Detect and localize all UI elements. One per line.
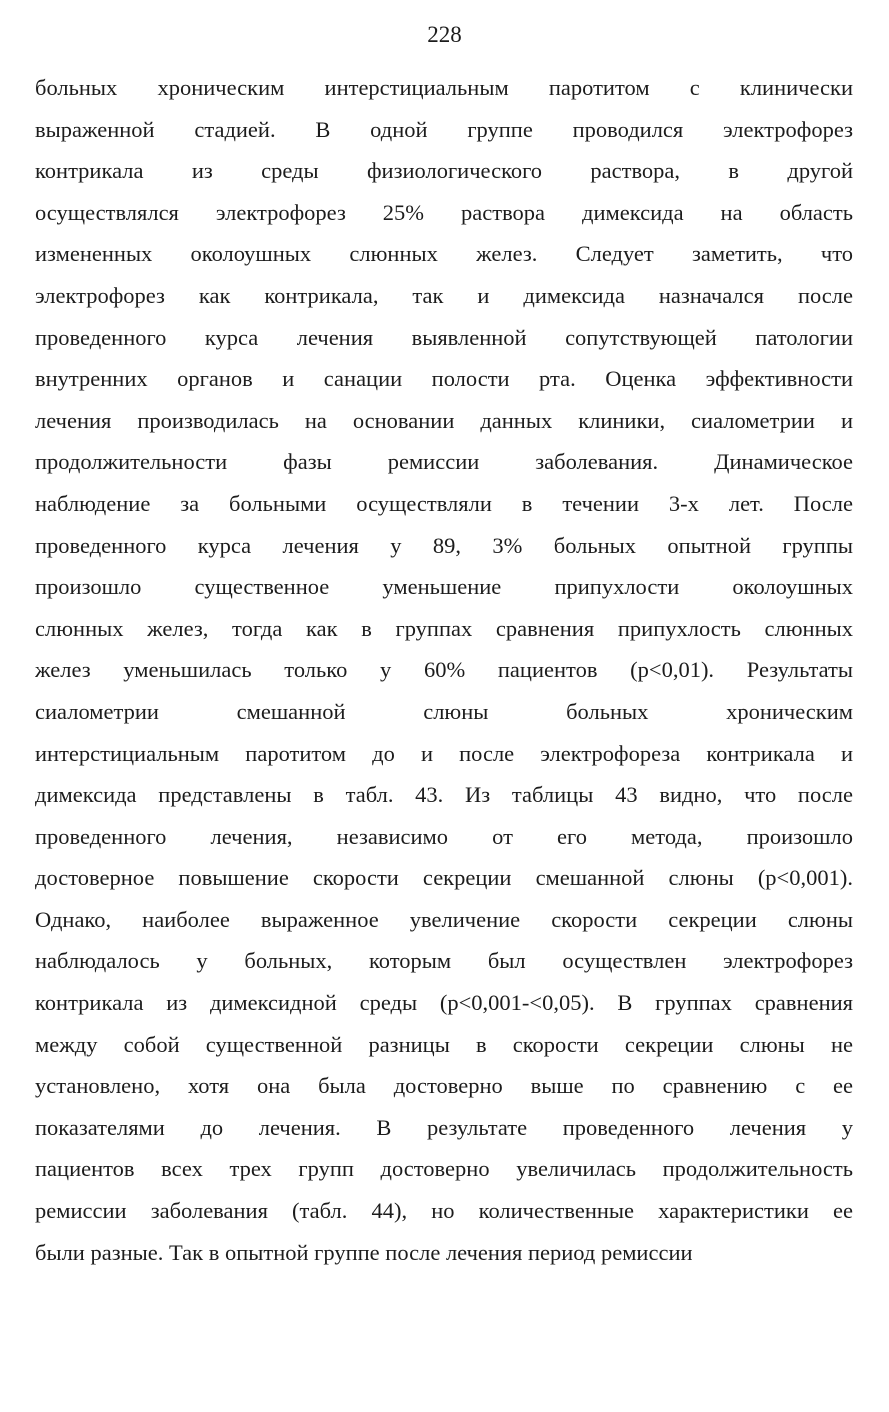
text-line: электрофорез как контрикала, так и димексида назначался после (35, 282, 853, 308)
text-line: измененных околоушных слюнных желез. Следует заметить, что (35, 241, 853, 267)
text-line: слюнных желез, тогда как в группах сравнения припухлость слюнных (35, 615, 853, 641)
text-line: контрикала из среды физиологического раствора, в другой (35, 158, 853, 184)
text-line: произошло существенное уменьшение припухлости околоушных (35, 574, 853, 600)
text-line: установлено, хотя она была достоверно выше по сравнению с ее (35, 1073, 853, 1099)
text-line: показателями до лечения. В результате проведенного лечения у (35, 1114, 853, 1140)
text-line: контрикала из димексидной среды (р<0,001-<0,05). В группах сравнения (35, 990, 853, 1016)
text-line: желез уменьшилась только у 60% пациентов (р<0,01). Результаты (35, 657, 853, 683)
text-line: больных хроническим интерстициальным паротитом с клинически (35, 75, 853, 100)
body-text (35, 67, 853, 1273)
text-line: сиалометрии смешанной слюны больных хроническим (35, 698, 853, 724)
text-line: между собой существенной разницы в скорости секреции слюны не (35, 1031, 853, 1057)
text-line: наблюдение за больными осуществляли в течении 3-х лет. После (35, 490, 853, 516)
text-line: наблюдалось у больных, которым был осуществлен электрофорез (35, 948, 853, 974)
page-number: 228 (427, 22, 462, 47)
text-line: проведенного лечения, независимо от его метода, произошло (35, 823, 853, 849)
text-line: достоверное повышение скорости секреции смешанной слюны (р<0,001). (35, 865, 853, 891)
text-line: внутренних органов и санации полости рта. Оценка эффективности (35, 366, 853, 392)
text-line: лечения производилась на основании данных клиники, сиалометрии и (35, 407, 853, 433)
text-line: выраженной стадией. В одной группе проводился электрофорез (35, 116, 853, 142)
text-line: осуществлялся электрофорез 25% раствора димексида на область (35, 199, 853, 225)
text-line: ремиссии заболевания (табл. 44), но количественные характеристики ее (35, 1198, 853, 1224)
text-line: были разные. Так в опытной группе после лечения период ремиссии (35, 1239, 693, 1265)
text-line: проведенного курса лечения выявленной сопутствующей патологии (35, 324, 853, 350)
text-line: интерстициальным паротитом до и после электрофореза контрикала и (35, 740, 853, 766)
text-line: пациентов всех трех групп достоверно увеличилась продолжительность (35, 1156, 853, 1182)
text-line: продолжительности фазы ремиссии заболевания. Динамическое (35, 449, 853, 475)
text-line: димексида представлены в табл. 43. Из таблицы 43 видно, что после (35, 782, 853, 808)
text-line: Однако, наиболее выраженное увеличение скорости секреции слюны (35, 906, 853, 932)
text-line: проведенного курса лечения у 89, 3% больных опытной группы (35, 532, 853, 558)
